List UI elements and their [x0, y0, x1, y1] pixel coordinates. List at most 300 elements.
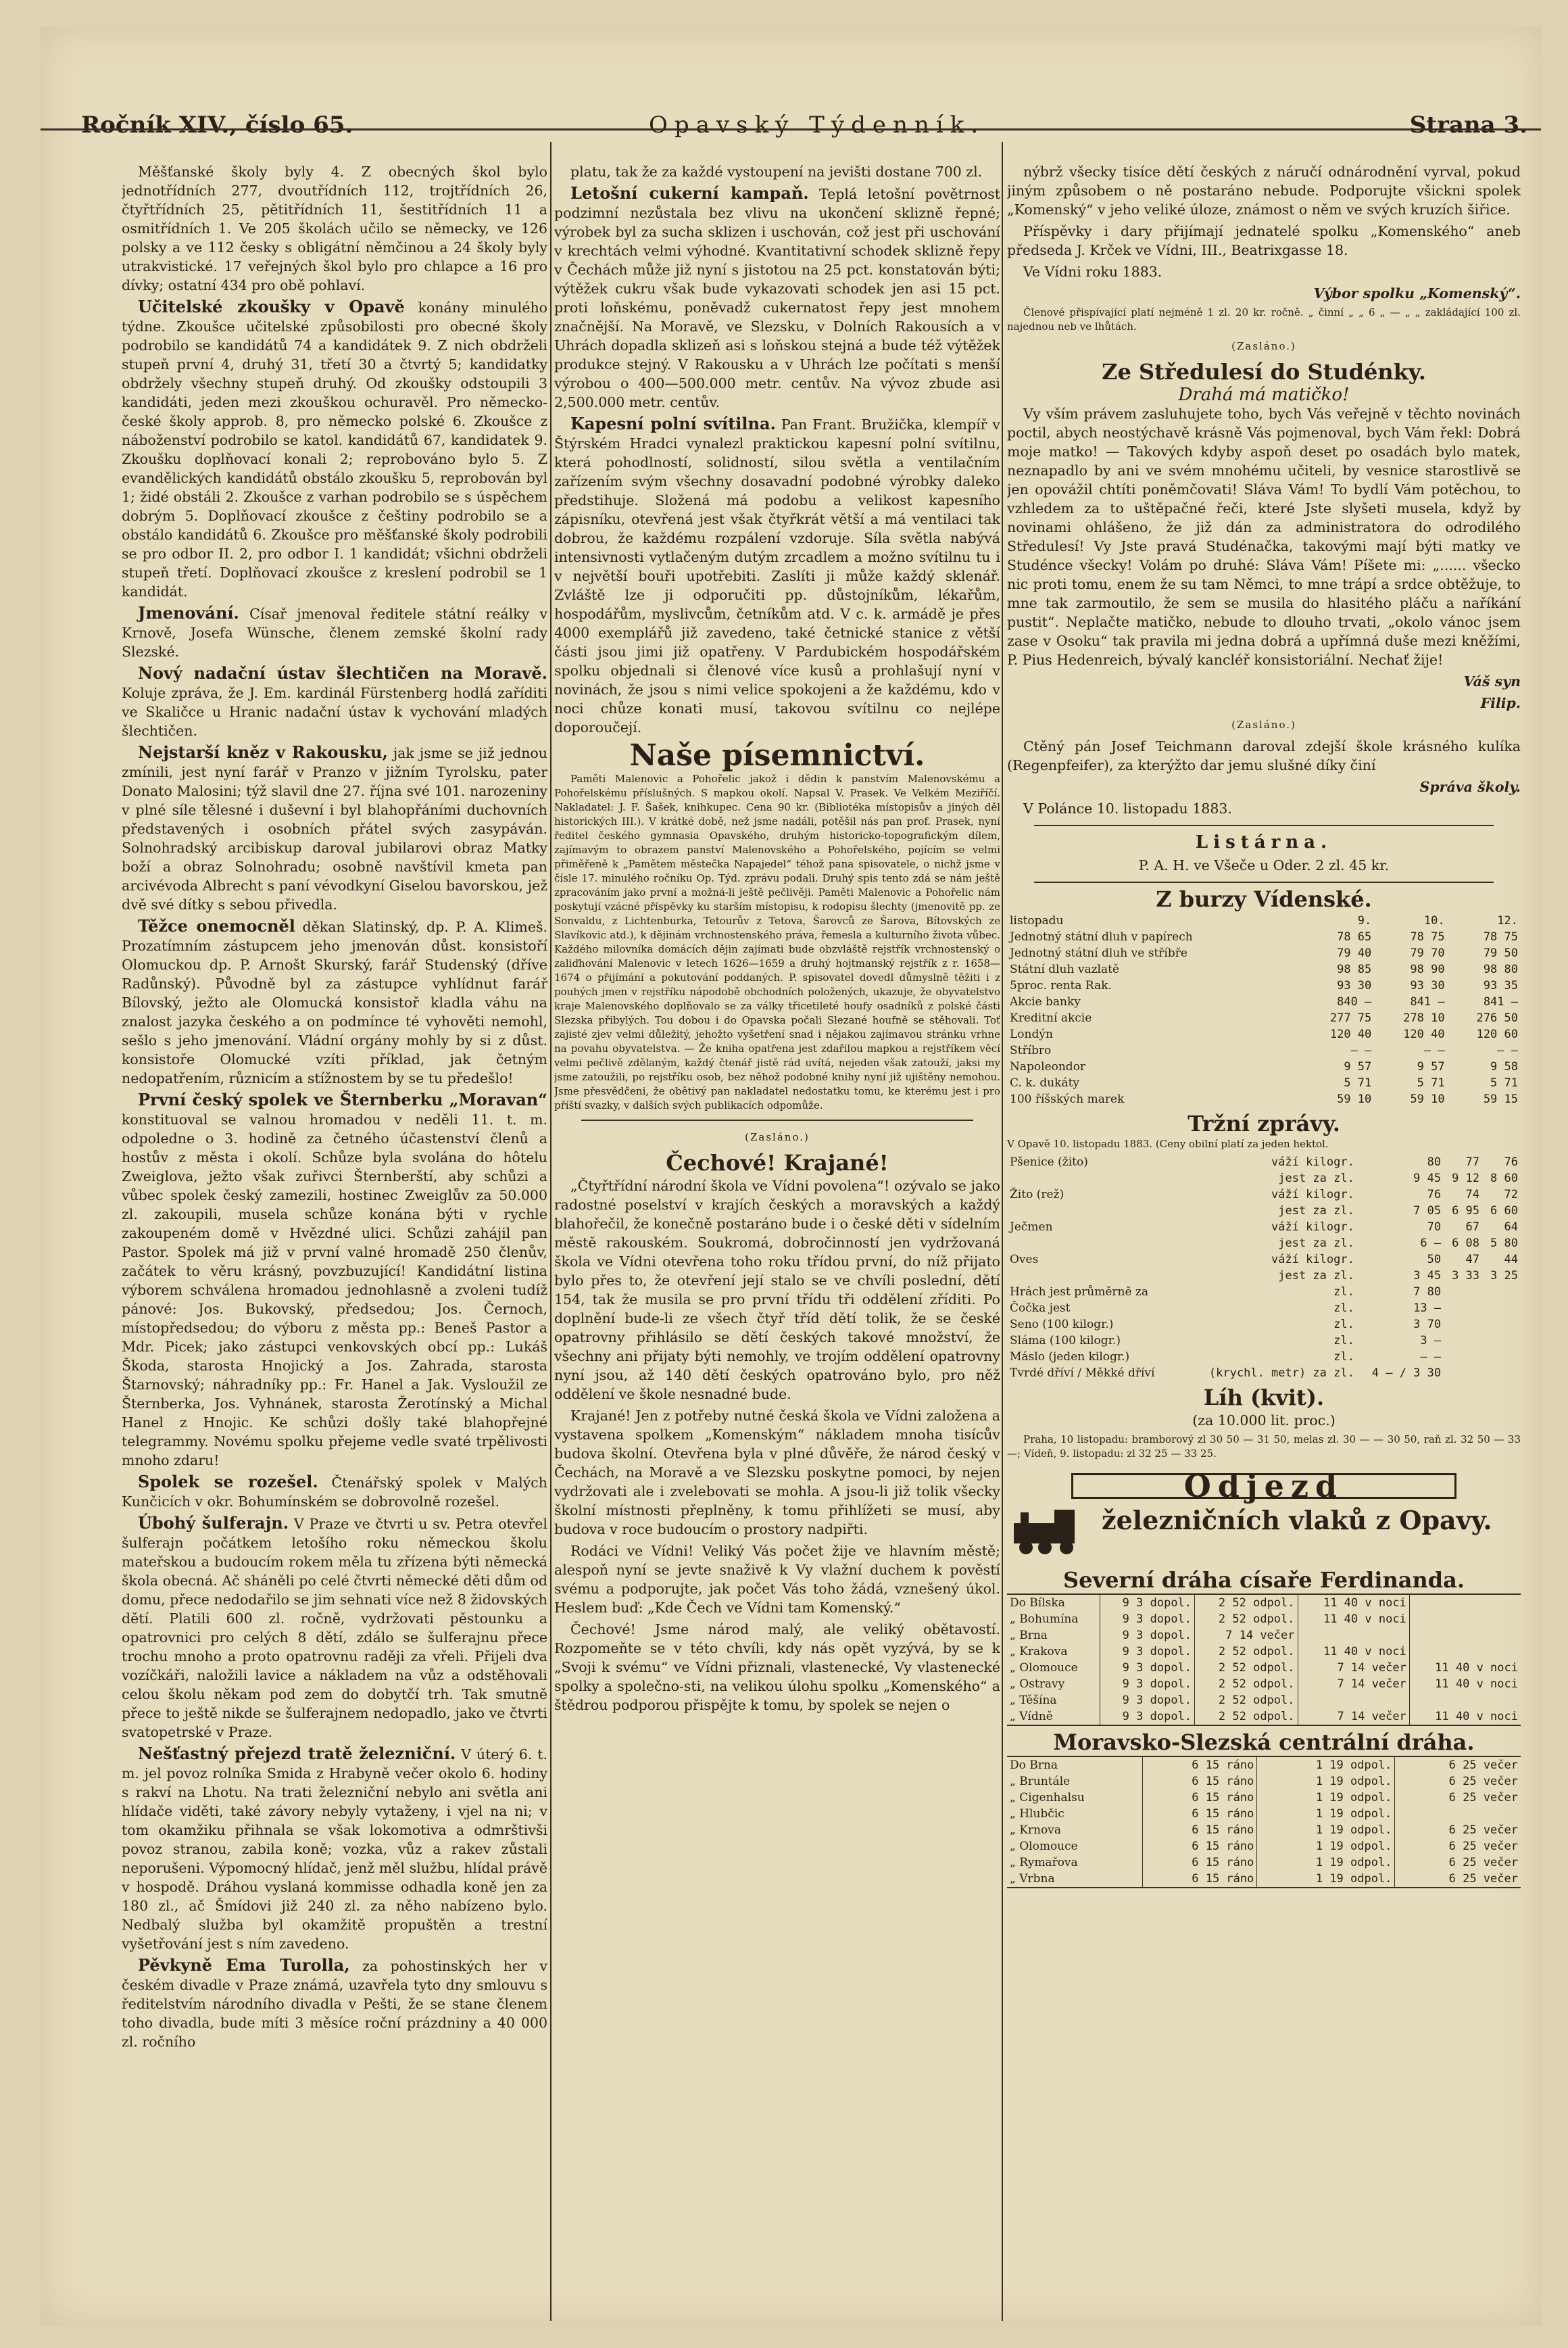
table-cell: 1 19 odpol.: [1257, 1854, 1395, 1871]
table-cell: 3 —: [1420, 1334, 1442, 1347]
table-cell: 11 40 v noci: [1298, 1611, 1409, 1627]
table-cell: 6 25 večer: [1395, 1822, 1521, 1838]
market-title: Tržní zprávy.: [1187, 1111, 1340, 1136]
table-cell: 74: [1465, 1188, 1480, 1201]
table-row: [1007, 1365, 1521, 1381]
table-cell: [1007, 1203, 1182, 1219]
table-row: [1007, 1627, 1521, 1644]
table-cell: 2 52 odpol.: [1195, 1708, 1298, 1725]
locomotive-banner: [1007, 1503, 1521, 1564]
table-cell: [1482, 1365, 1521, 1381]
table-row: [1007, 961, 1521, 978]
table-row: [1007, 929, 1521, 945]
table-cell: jest za zl.: [1278, 1237, 1354, 1250]
table-row: [1007, 1594, 1521, 1611]
table-cell: 7 14 večer: [1195, 1627, 1298, 1644]
article-text: Čtenářský spolek v Malých Kunčicích v okr. Bohumínském se dobrovolně rozešel.: [122, 1475, 547, 1510]
table-cell: — —: [1423, 1044, 1445, 1057]
column-2: [554, 162, 1000, 2321]
table-cell: C. k. dukáty: [1010, 1076, 1080, 1090]
table-cell: (krychl. metr) za zl.: [1208, 1366, 1354, 1380]
table-cell: 6 25 večer: [1395, 1756, 1521, 1773]
table-cell: 59 15: [1483, 1093, 1518, 1106]
article: [122, 1744, 547, 1953]
dateline: V Polánce 10. listopadu 1883.: [1023, 800, 1232, 817]
appeal-text: Příspěvky i dary přijímají jednatelé spolku „Komenského“ aneb předseda J. Krček ve Vídni, III., Beatrixgasse 18.: [1007, 223, 1521, 258]
table-cell: 6 25 večer: [1395, 1773, 1521, 1790]
table-cell: 2 52 odpol.: [1195, 1644, 1298, 1660]
article-heading: První český spolek ve Šternberku „Moravan“: [138, 1090, 547, 1109]
article-text: Koluje zpráva, že J. Em. kardinál Fürstenberg hodlá zaříditi ve Skaličce u Hranic nadační ústav k vychování mladých šlechtičen.: [122, 685, 547, 739]
table-cell: 120 40: [1329, 1028, 1372, 1041]
school-signature: Správa školy.: [1419, 779, 1521, 795]
central-railway-table: [1007, 1756, 1521, 1888]
table-row: [1007, 1284, 1521, 1300]
table-cell: 13 —: [1413, 1301, 1442, 1315]
table-cell: Jednotný státní dluh ve stříbře: [1010, 947, 1187, 960]
table-cell: váží kilogr.: [1271, 1253, 1354, 1266]
article: [122, 1472, 547, 1511]
table-row: [1007, 1349, 1521, 1365]
table-cell: 6 25 večer: [1395, 1838, 1521, 1854]
table-cell: 11 40 v noci: [1409, 1660, 1521, 1676]
table-cell: 6 60: [1490, 1204, 1518, 1218]
table-cell: „ Hlubčic: [1010, 1807, 1064, 1821]
table-cell: Seno (100 kilogr.): [1010, 1318, 1114, 1331]
table-cell: [1409, 1644, 1521, 1660]
table-cell: „ Těšína: [1010, 1694, 1057, 1707]
table-cell: 278 10: [1403, 1011, 1445, 1025]
table-cell: „ Vídně: [1010, 1710, 1053, 1723]
table-row: [1007, 1026, 1521, 1043]
table-cell: Státní dluh vazlatě: [1010, 963, 1120, 976]
table-cell: 79 50: [1483, 947, 1518, 960]
table-cell: 3 45: [1413, 1269, 1442, 1283]
table-cell: 59 10: [1337, 1093, 1372, 1106]
table-cell: [1444, 1365, 1482, 1381]
table-cell: 277 75: [1329, 1011, 1372, 1025]
table-cell: — —: [1420, 1350, 1442, 1364]
column-header: 10.: [1423, 914, 1445, 928]
table-cell: 3 25: [1490, 1269, 1518, 1283]
table-cell: 6 15 ráno: [1142, 1871, 1257, 1888]
table-cell: 67: [1465, 1220, 1480, 1234]
letters-title: Listárna.: [1195, 832, 1333, 853]
table-cell: 44: [1504, 1253, 1518, 1266]
table-cell: 9 3 dopol.: [1100, 1660, 1195, 1676]
table-cell: 276 50: [1476, 1011, 1518, 1025]
table-cell: [1007, 1170, 1182, 1187]
table-cell: 11 40 v noci: [1409, 1676, 1521, 1692]
table-cell: 6 —: [1420, 1237, 1442, 1250]
table-cell: 11 40 v noci: [1409, 1708, 1521, 1725]
column-1: [122, 162, 547, 2321]
table-cell: 6 95: [1452, 1204, 1480, 1218]
spirits-subtitle: (za 10.000 lit. proc.): [1192, 1412, 1336, 1429]
article-text: za pohostinských her v českém divadle v Praze známá, uzavřela tyto dny smlouvu s ředitelstvím národního divadla v Pešti, že se stane členem toho divadla, bude míti 3 měsíce roční prázdniny a 40 000 zl. ročního: [122, 1958, 547, 2050]
table-row: [1007, 1170, 1521, 1187]
table-cell: 76: [1504, 1155, 1518, 1169]
table-row: [1007, 1043, 1521, 1059]
table-cell: Napoleondor: [1010, 1060, 1086, 1074]
article-heading: Těžce onemocněl: [138, 916, 295, 936]
table-cell: 6 15 ráno: [1142, 1838, 1257, 1854]
table-cell: 6 25 večer: [1395, 1854, 1521, 1871]
table-cell: 59 10: [1410, 1093, 1445, 1106]
column-header: listopadu: [1010, 914, 1064, 928]
table-cell: [1444, 1284, 1482, 1300]
table-cell: 9 3 dopol.: [1100, 1692, 1195, 1708]
separator: [581, 1120, 973, 1121]
table-cell: 9 57: [1344, 1060, 1372, 1074]
table-row: [1007, 1871, 1521, 1888]
stock-exchange-table: [1007, 913, 1521, 1107]
thanks-text: Ctěný pán Josef Teichmann daroval zdejší škole krásného kulíka (Regenpfeifer), za kterýžto dar jemu slušné díky činí: [1007, 738, 1521, 773]
table-row: [1007, 1756, 1521, 1773]
book-review: Paměti Malenovic a Pohořelic jakož i dědin k panstvím Malenovskému a Pohořelskému příslušných. S mapkou okolí. Napsal V. Prasek. Ve Velkém Meziříčí. Nakladatel: J. F. Šašek, knihkupec. Cena 90 kr. (Bibliotéka místopisův a jiných děl historických III.). V krátké době, než jsme nadáli, potěšil nás pan prof. Prasek, nyní ředitel českého gymnasia Opavského, druhým historicko-topografickým dílem, zajímavým to obrazem panství Malenovského a Pohořelského, pojícím se velmi přiměřeně k „Pamětem městečka Napajedel“ téhož pana spisovatele, o nichž jsme v čísle 17. minulého ročníku Op. Týd. zprávu podali. Druhý spis tento zdá se nám ještě zpracováním jako první a možná-li ještě pečlivěji. Paměti Malenovic a Pohořelic nám poskytují vzácné příspěvky ku starším místopisu, k rodopisu šlechty (jmenovitě pp. ze Sonvaldu, z Lichtenburka, Tetourův z Tetova, Šarovců ze Šarova, Bítovských ze Slavíkovic atd.), k dějinám vrchnostenského práva, řemesla a kulturního života vůbec. Každého milovníka domácích dějin zajímati bude obzvláště rejstřík vrchnostenský o zaliďhování Malenovic v letech 1626—1659 a druhý hojtmanský rejstřík z r. 1658—1674 o přijímání a pokutování poddaných. P. spisovatel dovedl důmyslně těžiti i z pouhých jmen v rejstříku nápodobě obchodních položených, ukazuje, že obyvatelstvo kraje Malenovského doplňovalo se za války třicetileté houfy osadníků z polské části Slezska přibylých. Tou dobou i do Opavska počali Slezané houfně se stěhovali. Toť zajisté zjev velmi důležitý, jehožto vyšetření snad i nějakou zajímavou stránku vrhne na povahu obyvatelstva. — Že kniha opatřena jest zdařilou mapkou a rejstříkem věcí velmi pečlivě zdělaným, každý čtenář jistě rád uvítá, nejeden však zatouží, jaksi my jsme zatoužili, po rejstříku osob, bez něhož podobné knihy nyní již ujištěny nemohou. Jsme přesvědčeni, že obětivý pan nakladatel nedostatku tomu, ke kterému jest i pro příští svazky, v dalších svých publikacích odpomůže.: [554, 773, 1000, 1111]
table-cell: 6 15 ráno: [1142, 1790, 1257, 1806]
table-row: [1007, 1806, 1521, 1822]
table-cell: 76: [1427, 1188, 1442, 1201]
table-cell: „ Krakova: [1010, 1645, 1068, 1658]
spirits-prices: Praha, 10 listopadu: bramborový zl 30 50 — 31 50, melas zl. 30 — — 30 50, raň zl. 32 50 — 33 —; Vídeň, 9. listopadu: zl 32 25 — 33 25.: [1007, 1433, 1521, 1460]
table-cell: 120 40: [1403, 1028, 1445, 1041]
table-cell: 9 3 dopol.: [1100, 1676, 1195, 1692]
article-text: konány minulého týdne. Zkoušce učitelské způsobilosti pro obecné školy podrobilo se kandidátů 74 a kandidátek 9. Z nich obdrželi stupeň první 4, druhý 31, třetí 30 a čtvrtý 5; kandidatky obdržely všechny stupeň druhý. Od zkoušky odstoupili 3 kandidáti, jeden mezi zkouškou ochuravěl. Pro německo-české školy approb. 8, pro německo polské 6. Zkoušce z náboženství podrobilo se katol. kandidátů 67, kandidatek 9. Zkoušku doplňovací konali 2; reprobováno bylo 5. Z evandělických kandidátů obstálo zkoušku 5, reprobován byl 1; židé obstáli 2. Zkoušce z varhan podrobilo se s úspěchem dobrým 5. Doplňovací zkoušce z češtiny podrobilo se a obstálo kandidátů 6. Zkoušce pro měšťanské školy podrobili se pro odbor II. 2, pro odbor I. 1 kandidát; všichni obdrželi stupeň třetí. Doplňovací zkoušce z kreslení podrobil se 1 kandidát.: [122, 300, 547, 600]
table-cell: [1444, 1333, 1482, 1349]
table-cell: [1007, 1268, 1182, 1284]
table-cell: „ Ostravy: [1010, 1677, 1065, 1691]
page-header: [81, 112, 1527, 139]
table-cell: zl.: [1333, 1334, 1354, 1347]
table-cell: 9 45: [1413, 1172, 1442, 1185]
table-cell: 9 12: [1452, 1172, 1480, 1185]
table-cell: 98 90: [1410, 963, 1445, 976]
table-cell: Stříbro: [1010, 1044, 1052, 1057]
appeal-text: nýbrž všecky tisíce dětí českých z náručí odnárodnění vyrval, pokud jiným způsobem o ně postaráno nebude. Podporujte všickni spolek „Komenský“ v jeho veliké úloze, známost o něm ve svých kruzích šiřice.: [1007, 164, 1521, 218]
table-cell: „ Bohumína: [1010, 1612, 1079, 1626]
table-cell: 6 15 ráno: [1142, 1756, 1257, 1773]
appeal-text: Rodáci ve Vídni! Veliký Vás počet žije ve hlavním městě; alespoň nyní se jevte snaživě k Vy vlažní duchem k pověstí svému a podporujte, jak počet Vás toho žádá, vznešený úkol. Heslem buď: „Kde Čech ve Vídni tam Komenský.“: [554, 1543, 1000, 1616]
table-cell: zl.: [1333, 1350, 1354, 1364]
table-cell: 7 14 večer: [1298, 1660, 1409, 1676]
separator: [1034, 825, 1494, 826]
table-cell: 7 14 večer: [1298, 1708, 1409, 1725]
table-cell: [1007, 1235, 1182, 1251]
article-heading: Nový nadační ústav šlechtičen na Moravě.: [138, 663, 547, 683]
table-cell: Sláma (100 kilogr.): [1010, 1334, 1121, 1347]
article: [554, 184, 1000, 412]
departures-subtitle: železničních vlaků z Opavy.: [1102, 1505, 1492, 1535]
table-cell: 841 —: [1410, 995, 1445, 1009]
table-cell: 78 75: [1410, 930, 1445, 944]
table-cell: Ječmen: [1010, 1220, 1053, 1234]
letter-closing: Váš syn: [1463, 673, 1521, 690]
table-cell: „ Olomouce: [1010, 1840, 1078, 1853]
table-cell: 9 3 dopol.: [1100, 1611, 1195, 1627]
table-row: [1007, 1708, 1521, 1725]
table-cell: 1 19 odpol.: [1257, 1822, 1395, 1838]
table-row: [1007, 994, 1521, 1010]
table-cell: 6 15 ráno: [1142, 1773, 1257, 1790]
table-cell: Akcie banky: [1010, 995, 1081, 1009]
table-cell: 78 65: [1337, 930, 1372, 944]
appeal-text: Krajané! Jen z potřeby nutné česká škola ve Vídni založena a vystavena spolkem „Komenským“ nákladem mnoha tisícův budova školní. Otevřena byla v plné důvěře, že národ český v Čechách, na Moravě a ve Slezsku poskytne pomoci, by nejen vydržovati ale i zvelebovati se mohla. A jsou-li již tolik všecky školní místnosti přeplněny, k tomu přihlížeti se musí, aby budova v roce budoucím o prostory nadpiřti.: [554, 1408, 1000, 1537]
table-cell: Oves: [1010, 1253, 1039, 1266]
table-cell: „ Rymařova: [1010, 1856, 1078, 1869]
table-cell: [1444, 1300, 1482, 1316]
table-row: [1007, 1203, 1521, 1219]
table-row: [1007, 1251, 1521, 1268]
sent-in-label: (Zasláno.): [1231, 719, 1296, 731]
table-cell: [1298, 1627, 1409, 1644]
stock-exchange-title: Z burzy Vídenské.: [1156, 886, 1372, 912]
article-text: děkan Slatinský, dp. P. A. Klimeš. Prozatímním zástupcem jeho jmenován důst. konsistoří Olomuckou dp. P. Arnošt Skurský, farář Studenský (dříve Radůnský). Původně byl za zástupce vyhlídnut farář Bílovský, ježto ale Olomucká konsistoř kladla váhu na znalost jazyka českého a on podmínce té vyhověti nemohl, sešlo s jeho jmenování. Vládní orgány mohly by si z důst. konsistoře Olomucké vzíti příklad, jak četným nedopatřením, různicím a stížnostem by se tu předešlo!: [122, 919, 547, 1086]
table-cell: 6 25 večer: [1395, 1871, 1521, 1888]
membership-fees: Členové přispívající platí nejméně 1 zl. 20 kr. ročně. „ činní „ „ 6 „ — „ „ zakládající 100 zl. najednou neb ve lhůtách.: [1007, 306, 1521, 333]
table-cell: [1409, 1692, 1521, 1708]
table-row: [1007, 1644, 1521, 1660]
table-cell: 1 19 odpol.: [1257, 1790, 1395, 1806]
table-cell: jest za zl.: [1278, 1269, 1354, 1283]
table-cell: jest za zl.: [1278, 1204, 1354, 1218]
table-cell: 7 05: [1413, 1204, 1442, 1218]
table-row: [1007, 1333, 1521, 1349]
table-cell: 120 60: [1476, 1028, 1518, 1041]
table-row: [1007, 1838, 1521, 1854]
table-cell: [1444, 1316, 1482, 1333]
table-cell: 50: [1427, 1253, 1442, 1266]
table-cell: 1 19 odpol.: [1257, 1773, 1395, 1790]
table-row: [1007, 1235, 1521, 1251]
article-text: Měšťanské školy byly 4. Z obecných škol bylo jednotřídních 277, dvoutřídních 112, trojtřídních 26, čtyřtřídních 25, pětitřídních 11, šestitřídních 11 a osmitřídních 1. Ve 205 školách učilo se německy, ve 126 polsky a ve 112 česky s obligátní němčinou a 24 školy byly utrakvistické. 17 veřejných škol bylo pro chlapce a 16 pro dívky; ostatní 434 pro obě pohlaví.: [122, 164, 547, 293]
separator: [1034, 882, 1494, 883]
column-header: 9.: [1357, 914, 1372, 928]
table-row: [1007, 1187, 1521, 1203]
table-cell: 6 25 večer: [1395, 1790, 1521, 1806]
signature: Výbor spolku „Komenský“.: [1313, 285, 1521, 302]
table-cell: 6 08: [1452, 1237, 1480, 1250]
header-rule: [41, 128, 1541, 130]
table-cell: 2 52 odpol.: [1195, 1692, 1298, 1708]
article-heading: Kapesní polní svítilna.: [570, 414, 776, 433]
article-text: Císař jmenoval ředitele státní reálky v Krnově, Josefa Wünsche, členem zemské školní rady Slezské.: [122, 606, 547, 660]
table-cell: 5proc. renta Rak.: [1010, 979, 1112, 992]
table-cell: „ Krnova: [1010, 1823, 1061, 1837]
table-cell: 1 19 odpol.: [1257, 1871, 1395, 1888]
table-cell: váží kilogr.: [1271, 1155, 1354, 1169]
table-row: [1007, 1854, 1521, 1871]
table-cell: — —: [1497, 1044, 1518, 1057]
article: [122, 1514, 547, 1742]
column-divider: [550, 142, 552, 2321]
table-row: [1007, 1316, 1521, 1333]
article-heading: Spolek se rozešel.: [138, 1472, 318, 1491]
table-cell: 98 85: [1337, 963, 1372, 976]
appeal-text: Čechové! Jsme národ malý, ale veliký obětavostí. Rozpomeňte se v této chvíli, kdy nás opět vyzývá, by se k „Svoji k svému“ ve Vídni přiznali, vlastenecké, Vy vlastenecké spolky a společno-sti, na velikou úlohu spolku „Komenského“ a štědrou podporou přispějte k tomu, by spolek se nejen o: [554, 1621, 1000, 1713]
spirits-title: Líh (kvit).: [1203, 1385, 1325, 1410]
section-title-literature: Naše písemnictví.: [629, 738, 925, 773]
table-row: [1007, 1154, 1521, 1170]
table-row: [1007, 1692, 1521, 1708]
table-cell: [1482, 1300, 1521, 1316]
table-row: [1007, 1300, 1521, 1316]
table-cell: 64: [1504, 1220, 1518, 1234]
column-divider: [1002, 142, 1003, 2321]
table-row: [1007, 1790, 1521, 1806]
table-cell: zl.: [1333, 1301, 1354, 1315]
table-cell: [1482, 1284, 1521, 1300]
table-cell: [1444, 1349, 1482, 1365]
locomotive-icon: [1007, 1503, 1088, 1557]
table-cell: 93 30: [1337, 979, 1372, 992]
table-cell: Čočka jest: [1010, 1301, 1071, 1315]
article-heading: Nešťastný přejezd tratě železniční.: [138, 1744, 456, 1763]
table-cell: Máslo (jeden kilogr.): [1010, 1350, 1130, 1364]
table-cell: [1409, 1611, 1521, 1627]
article-heading: Pěvkyně Ema Turolla,: [138, 1955, 350, 1975]
table-cell: [1409, 1594, 1521, 1611]
article: [554, 414, 1000, 737]
table-cell: 11 40 v noci: [1298, 1594, 1409, 1611]
table-cell: váží kilogr.: [1271, 1220, 1354, 1234]
table-cell: 9 58: [1490, 1060, 1518, 1074]
table-row: [1007, 1075, 1521, 1091]
masthead-title: Opavský Týdenník.: [649, 112, 985, 139]
table-cell: 70: [1427, 1220, 1442, 1234]
appeal-text: „Čtyřtřídní národní škola ve Vídni povolena“! ozývalo se jako radostné poselství v krajích českých a moravských a každý blahořečil, že konečně postaráno bude i o české děti v sídelním městě rakouském. Soukromá, dobročinností jen vydržovaná škola ve Vídni otevřena toho roku třídou první, do níž přijato bylo přes to, že otevření její stalo se ve chvíli poslední, dětí 154, tak že musila se pro první třídu tři oddělení zříditi. Po doplnění bude-li ze všech čtyř tříd dětí tolik, že se české opatrovny přihlásilo se dětí českých takové množství, že všechny ani přijaty býti nemohly, ve trojím oddělení opatrovny nyní jsou, až 140 dětí českých opatrováno bylo, pro něž oddělení ve škole nesnadné bude.: [554, 1178, 1000, 1402]
table-cell: 2 52 odpol.: [1195, 1594, 1298, 1611]
table-cell: 100 říšských marek: [1010, 1093, 1125, 1106]
table-cell: 2 52 odpol.: [1195, 1660, 1298, 1676]
article-heading: Jmenování.: [138, 603, 239, 623]
table-cell: 2 52 odpol.: [1195, 1611, 1298, 1627]
table-cell: váží kilogr.: [1271, 1188, 1354, 1201]
table-cell: Žito (rež): [1010, 1188, 1064, 1201]
table-cell: Tvrdé dříví / Měkké dříví: [1010, 1366, 1155, 1380]
table-cell: jest za zl.: [1278, 1172, 1354, 1185]
table-cell: „ Vrbna: [1010, 1872, 1055, 1886]
railway-title: Moravsko-Slezská centrální dráha.: [1053, 1729, 1475, 1755]
table-cell: [1482, 1349, 1521, 1365]
letter-title: Ze Středulesí do Studénky.: [1102, 359, 1426, 385]
table-cell: 1 19 odpol.: [1257, 1756, 1395, 1773]
article-text: Teplá letošní povětrnost podzimní nezůstala bez vlivu na ukončení sklizně řepné; výrobek byl za sucha sklizen i uschován, což jest při uschování v krechtách velmi výhodné. Kvantitativní schodek sklizně řepy v Čechách může již nyní s jistotou na 25 pct. konstatován býti; výtěžek cukru však bude vykazovati schodek jen asi 15 pct. proti loňskému, poněvadž cukernatost řepy jest mnohem značnější. Na Moravě, ve Slezsku, v Dolních Rakousích a v Uhrách dopadla sklizeň asi s loňskou stejná a bude též výtěžek produkce stejný. V Rakousku a v Uhrách lze počítati s menší výrobou o 400—500.000 metr. centův. Na vývoz zbude asi 2,500.000 metr. centův.: [554, 186, 1000, 410]
table-cell: 77: [1465, 1155, 1480, 1169]
table-row: [1007, 1091, 1521, 1107]
article-text: V úterý 6. t. m. jel povoz rolníka Smida z Hrabyně večer okolo 6. hodiny s rakví na Lhotu. Na trati železniční nebylo ani světla ani hlídače viděti, také závory nebyly vytaženy, i vjel na ni; v tom okamžiku přihnala se však lokomotiva a odmrštivši povoz stranou, zabila koně; vozka, vůz a rakev zůstali neporušeni. Výpomocný hlídač, jenž měl službu, hlídal právě v hospodě. Dráhou vyslaná kommisse odhadla koně jen za 180 zl., ač Šmídovi již 240 zl. za něho nabízeno bylo. Nedbalý služba byl okamžitě propuštěn a trestní vyšetřování jest s ním zavedeno.: [122, 1746, 547, 1952]
article-text: jak jsme se již jednou zmínili, jest nyní farář v Pranzo v jižním Tyrolsku, pater Donato Malosini; týž slavil dne 27. října své 101. narozeniny v plné síle tělesné i duševní i byl blahopřáními duchovních představených i osobních přátel svých zasypáván. Solnohradský arcibiskup daroval jubilarovi obraz Matky boží a obraz Solnohradu; osobně navštívil kmeta pan arcivévoda Albrecht s paní vévodkyní Giselou bavorskou, jež dvě své dítky s sebou přivedla.: [122, 745, 547, 913]
table-cell: [1409, 1627, 1521, 1644]
table-row: [1007, 1773, 1521, 1790]
table-cell: 5 71: [1490, 1076, 1518, 1090]
table-cell: 9 3 dopol.: [1100, 1594, 1195, 1611]
table-cell: 9 3 dopol.: [1100, 1627, 1195, 1644]
table-cell: 93 35: [1483, 979, 1518, 992]
table-cell: 840 —: [1337, 995, 1372, 1009]
market-intro: V Opavě 10. listopadu 1883. (Ceny obilní platí za jeden hektol.: [1007, 1138, 1329, 1150]
railway-title: Severní dráha císaře Ferdinanda.: [1063, 1567, 1465, 1593]
column-3: [1007, 162, 1521, 2321]
table-cell: „ Olomouce: [1010, 1661, 1078, 1675]
departures-title: Odjezd: [1071, 1473, 1456, 1499]
article: [122, 297, 547, 601]
article-heading: Úbohý šulferajn.: [138, 1513, 289, 1533]
table-cell: — —: [1350, 1044, 1372, 1057]
table-cell: Londýn: [1010, 1028, 1053, 1041]
issue-number: Ročník XIV., číslo 65.: [81, 112, 353, 139]
table-row: [1007, 945, 1521, 961]
letter-signature: Filip.: [1480, 695, 1521, 711]
table-row: [1007, 1611, 1521, 1627]
table-cell: zl.: [1333, 1318, 1354, 1331]
table-cell: [1298, 1692, 1409, 1708]
table-cell: 3 70: [1413, 1318, 1442, 1331]
article: [122, 743, 547, 914]
table-cell: 9 3 dopol.: [1100, 1644, 1195, 1660]
table-header: [1007, 913, 1521, 929]
table-cell: 72: [1504, 1188, 1518, 1201]
page-number: Strana 3.: [1409, 112, 1527, 139]
table-cell: 1 19 odpol.: [1257, 1838, 1395, 1854]
article-heading: Letošní cukerní kampaň.: [570, 183, 809, 203]
table-cell: Kreditní akcie: [1010, 1011, 1092, 1025]
table-row: [1007, 1268, 1521, 1284]
article-text: Pan Frant. Bružička, klempíř v Štýrském Hradci vynalezl praktickou kapesní polní svítilnu, která pohodlností, solidností, silou světla a ventilačním zařízením svým všechny dosavadní podobné výrobky daleko předstihuje. Složená má podobu a velikost kapesního zápisníku, otevřená jest však čtyřkrát větší a má ventilaci tak dobrou, že každému rozpálení vzdoruje. Síla světla nabývá intensivnosti vytlačeným dutým zrcadlem a možno svítilnu tu i v největší bouři upotřebiti. Zaslíti ji může každý sklenář. Zvláště lze ji odporučiti pp. důstojníkům, lékařům, hospodářům, myslivcům, četníkům atd. V c. k. armádě je přes 4000 exemplářů již zavedeno, také četnické stanice z větší části jsou jimi již opatřeny. V Pardubickém hospodářském spolku objednali si členové více kusů a prohlašují nyní v novinách, že jsou s nimi velice spokojeni a že každému, kdo v noci chůze konati musí, takovou svítilnu co nejlépe doporoučejí.: [554, 416, 1000, 736]
table-cell: Do Bílska: [1010, 1596, 1065, 1610]
table-cell: 5 80: [1490, 1237, 1518, 1250]
article: [122, 917, 547, 1088]
table-cell: 2 52 odpol.: [1195, 1676, 1298, 1692]
table-row: [1007, 1660, 1521, 1676]
table-row: [1007, 1010, 1521, 1026]
sent-in-label: (Zasláno.): [1231, 340, 1296, 352]
table-cell: Hrách jest průměrně za: [1010, 1285, 1149, 1299]
table-cell: Jednotný státní dluh v papírech: [1010, 930, 1193, 944]
article-heading: Učitelské zkoušky v Opavě: [138, 297, 405, 316]
table-cell: zl.: [1333, 1285, 1354, 1299]
column-header: 12.: [1497, 914, 1518, 928]
article-text: V Praze ve čtvrti u sv. Petra otevřel šulferajn počátkem letošího roku německou školu mateřskou a budoucím rokem měla tu zřízena býti německá škola obecná. Ač sháněli po celé čtvrti německé děti dům od domu, přece nedodařilo se jim sehnati více než 8 židovských dětí. Platili 600 zl. ročně, vydržovati pěstounku a opatrovnici pro celých 8 dětí, zdálo se šulferajnu přece trochu mnoho a proto opatrovnu raději za vřeli. Přijeli dva vozíčkáři, naložili lavice a nákladem na vůz a odstěhovali celou školu někam pod zem do dobytčí trh. Tak smutně přece to ještě nikde se šulferajnem nedopadlo, jako ve čtvrti svatopetrské v Praze.: [122, 1516, 547, 1740]
letters-text: P. A. H. ve Všeče u Oder. 2 zl. 45 kr.: [1138, 857, 1390, 873]
letter-salutation: Drahá má matičko!: [1178, 385, 1350, 405]
table-cell: [1395, 1806, 1521, 1822]
table-cell: 79 70: [1410, 947, 1445, 960]
dateline: Ve Vídni roku 1883.: [1023, 264, 1162, 280]
table-cell: 1 19 odpol.: [1257, 1806, 1395, 1822]
appeal-title: Čechové! Krajané!: [666, 1150, 889, 1176]
table-cell: 9 57: [1417, 1060, 1445, 1074]
table-cell: 9 3 dopol.: [1100, 1708, 1195, 1725]
table-cell: „ Cigenhalsu: [1010, 1791, 1085, 1804]
table-cell: 4 — / 3 30: [1371, 1366, 1442, 1380]
table-row: [1007, 1676, 1521, 1692]
article: [122, 604, 547, 661]
table-cell: 98 80: [1483, 963, 1518, 976]
letter-text: Vy vším právem zasluhujete toho, bych Vás veřejně v těchto novinách poctil, abych neostýchavě krásně Vás pojmenoval, bych Vám řekl: Dobrá moje matko! — Takových kdyby aspoň deset po osadách bylo matek, neznapadlo by ani ve svém mnohému učiteli, by vesnice starostlivě se jen opovážil chtíti poněmčovati! Sláva Vám! To bydlí Vám potěchou, to vzhledem za to uštěpačné řeči, které Jste slyšeti musela, když by novinami ohlášeno, že již dán za administratora do odrodilého Středulesí! Vy Jste pravá Studénačka, takovými mají býti matky ve Studénce všecky! Volám po druhé: Sláva Vám! Píšete mi: „...... všecko nic proti tomu, enem že su tam Němci, to mne trápí a srdce obtěžuje, to mne tak zarmoutilo, že sem se musila do hlasitého pláču a naříkání pustit“. Neplačte matičko, nebude to dlouho trvati, „okolo vánoc jsem zase v Osoku“ tak pravila mi jedna dobrá a upřímná duše mezi kněžími, P. Pius Hedenreich, bývalý kancléř konsistoriální. Nechať žije!: [1007, 406, 1521, 668]
article-heading: Nejstarší kněz v Rakousku,: [138, 742, 388, 762]
table-cell: [1482, 1316, 1521, 1333]
table-cell: Pšenice (žito): [1010, 1155, 1088, 1169]
table-cell: 6 15 ráno: [1142, 1822, 1257, 1838]
table-cell: 841 —: [1483, 995, 1518, 1009]
table-cell: 3 33: [1452, 1269, 1480, 1283]
article-text: konstituoval se valnou hromadou v neděli 11. t. m. odpoledne o 3. hodině za četného účastenství členů a hostův z města i okolí. Schůze byla svolána do hôtelu Zweiglova, ježto však zuřivci Šternberští, aby schůzi a vůbec spolek český zamezili, hostinec Zweiglův za 50.000 zl. zakoupili, musela schůze konána býti v rychle zakoupeném domě v Hvězdné ulici. Schůzi zahájil pan Pastor. Spolek má již v první valné hromadě 250 členův, začátek to věru krásný, povzbuzující! Kandidátní listina výborem schválena hromadou jednohlasně a zvoleni tudíž pánové: Jos. Bukovský, předsedou; Jos. Černoch, místopředsedou; do výboru z města pp.: Beneš Pastor a Mdr. Picek; jako zástupci venkovských obcí pp.: Lukáš Škoda, starosta Hnojický a Jos. Zahrada, starosta Štarnovský; náhradníky pp.: Fr. Hanel a Jak. Vysloužil ze Šternberka, Jos. Vyhnánek, starosta Žerotínský a Michal Hanel z Hnojic. Ke schůzi došly také blahopřejné telegrammy. Novému spolku přejeme vedle svaté trpělivosti mnoho zdaru!: [122, 1111, 547, 1468]
table-cell: 6 15 ráno: [1142, 1854, 1257, 1871]
table-cell: „ Brna: [1010, 1629, 1048, 1642]
table-cell: 11 40 v noci: [1298, 1644, 1409, 1660]
article: [122, 664, 547, 740]
